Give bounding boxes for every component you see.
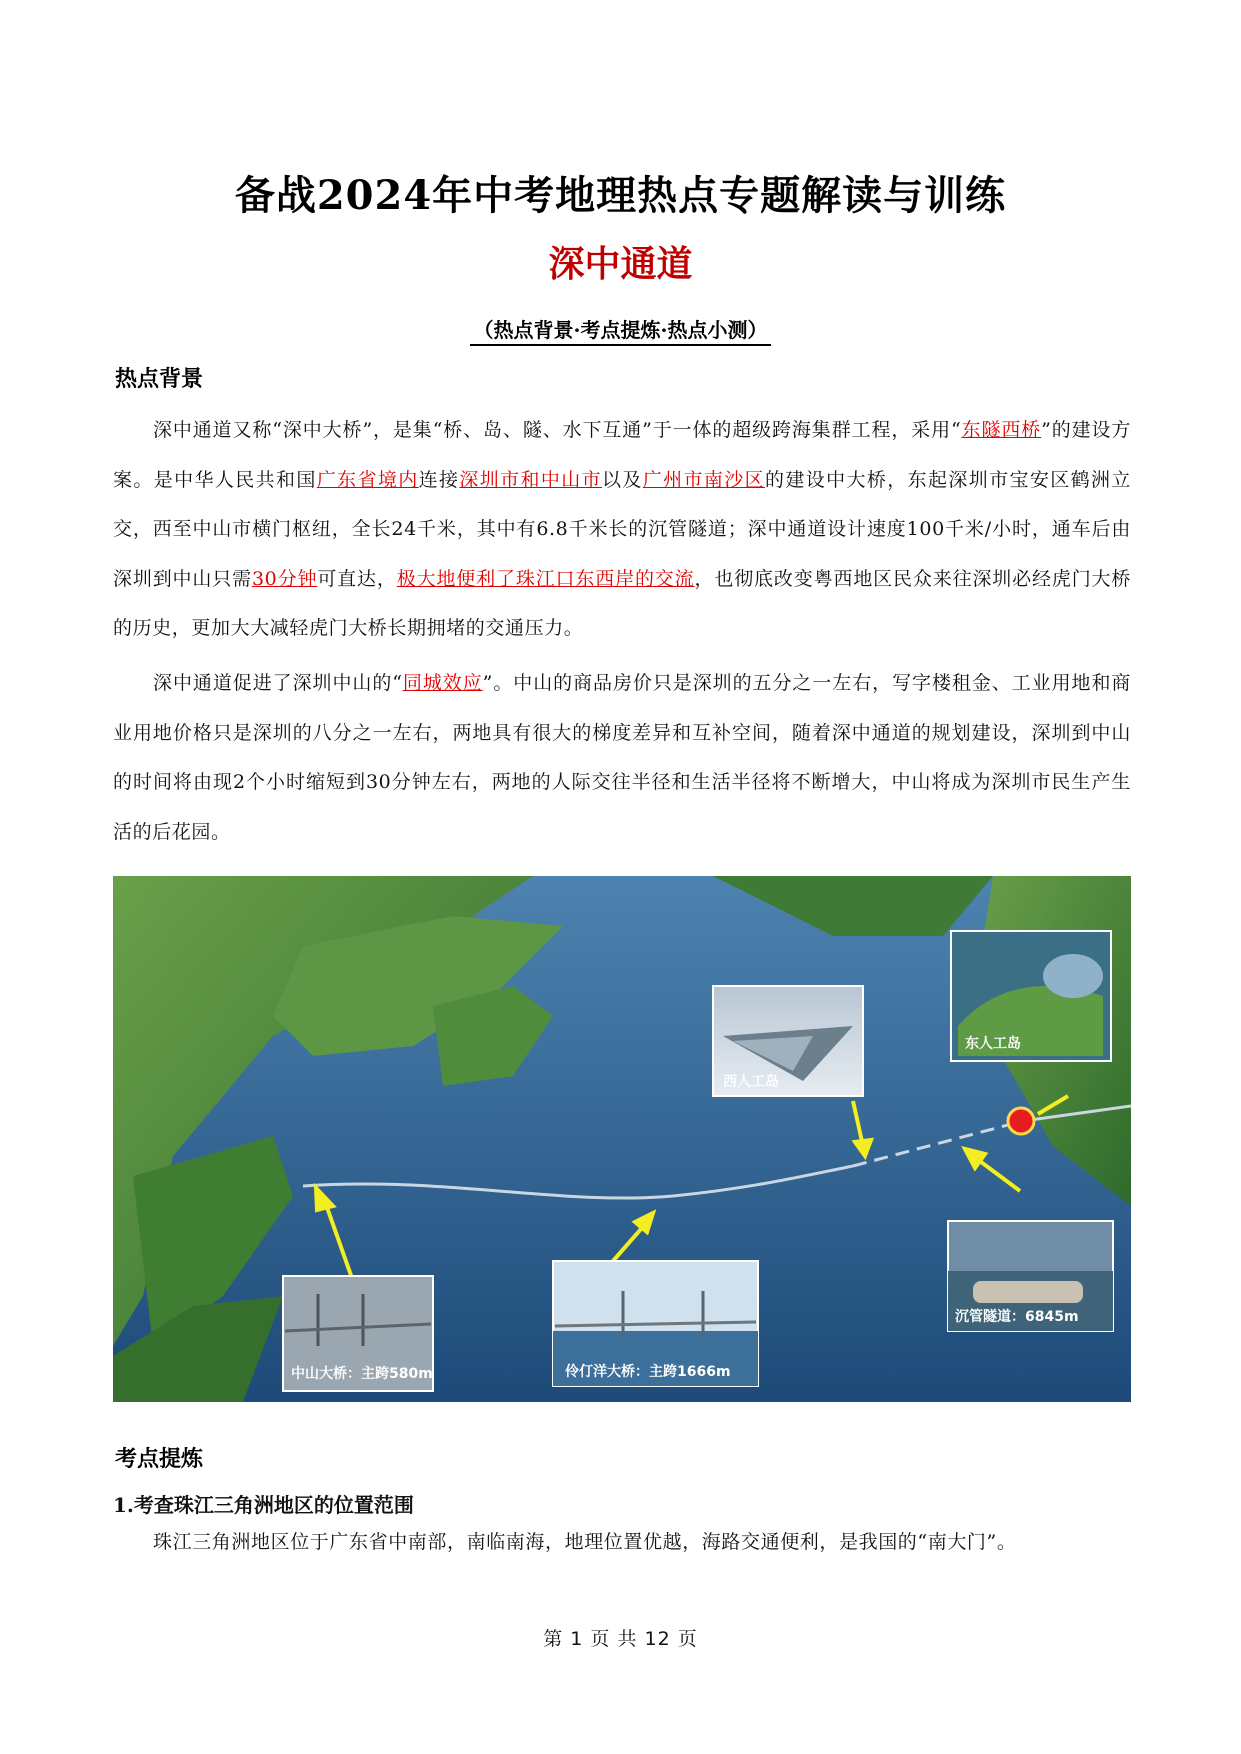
zhongshan-bridge-inset — [283, 1276, 433, 1391]
tunnel-overview-figure — [113, 876, 1131, 1402]
highlight-text: 深圳市和中山市 — [459, 468, 602, 491]
section-heading-points: 考点提炼 — [115, 1447, 204, 1472]
west-island-label: 西人工岛 — [723, 1074, 779, 1090]
tagline-text: （热点背景·考点提炼·热点小测） — [470, 318, 772, 346]
text-run: ，也彻底改变粤西地区民众来往深圳必经虎门大桥的历史，更加大大减轻虎门大桥长期拥堵的交通压力。 — [113, 567, 1132, 639]
highlight-text: 30分钟 — [251, 567, 318, 590]
document-subtitle: 深中通道 — [548, 244, 693, 285]
highlight-text: 极大地便利了珠江口东西岸的交流 — [396, 567, 695, 590]
text-run: 的建设中大桥，东起深圳市宝安区鹤洲立交，西至中山市横门枢纽，全长24千米，其中有6.8千米长的沉管隧道；深中通道设计速度100千米/小时，通车后由深圳到中山只需 — [113, 468, 1131, 590]
point-1-text: 珠江三角洲地区位于广东省中南部，南临南海，地理位置优越，海路交通便利，是我国的“南大门”。 — [153, 1531, 1017, 1553]
tunnel-inset — [948, 1221, 1113, 1331]
lingdingyang-bridge-label: 伶仃洋大桥：主跨1666m — [565, 1364, 731, 1380]
highlight-text: 东隧西桥 — [961, 419, 1042, 441]
paragraph-background-1 — [113, 406, 1131, 654]
document-title: 备战2024年中考地理热点专题解读与训练 — [234, 172, 1007, 219]
paragraph-background-2 — [113, 659, 1131, 857]
text-run: ”的建设方案。是中华人民共和国 — [113, 419, 1131, 491]
text-run: 连接 — [418, 468, 460, 491]
text-run: 可直达， — [317, 567, 397, 590]
highlight-text: 广东省境内 — [316, 468, 419, 491]
east-island-inset — [951, 931, 1111, 1061]
lingdingyang-bridge-inset — [553, 1261, 758, 1386]
east-island-label: 东人工岛 — [965, 1036, 1021, 1052]
text-run: ”。中山的商品房价只是深圳的五分之一左右，写字楼租金、工业用地和商业用地价格只是深圳的八分之一左右，两地具有很大的梯度差异和互补空间，随着深中通道的规划建设，深圳到中山的时间将由现2个小时缩短到30分钟左右，两地的人际交往半径和生活半径将不断增大，中山将成为深圳市民生产生活的后花园。 — [113, 672, 1132, 843]
highlight-text: 广州市南沙区 — [642, 468, 765, 491]
east-island-marker — [1008, 1108, 1034, 1134]
figure-illustration — [113, 876, 1131, 1402]
page-number: 第 1 页 共 12 页 — [543, 1628, 698, 1650]
document-tagline — [0, 314, 1241, 343]
highlight-text: 同城效应 — [402, 672, 483, 694]
text-run: 深中通道促进了深圳中山的“ — [153, 672, 403, 694]
tunnel-label: 沉管隧道：6845m — [955, 1309, 1079, 1325]
text-run: 深中通道又称“深中大桥”，是集“桥、岛、隧、水下互通”于一体的超级跨海集群工程，采用“ — [153, 419, 962, 441]
section-heading-background: 热点背景 — [115, 367, 204, 392]
west-island-inset — [713, 986, 863, 1096]
text-run: 以及 — [602, 468, 643, 491]
zhongshan-bridge-label: 中山大桥：主跨580m — [291, 1366, 433, 1382]
point-1-title: 1.考查珠江三角洲地区的位置范围 — [113, 1493, 414, 1517]
